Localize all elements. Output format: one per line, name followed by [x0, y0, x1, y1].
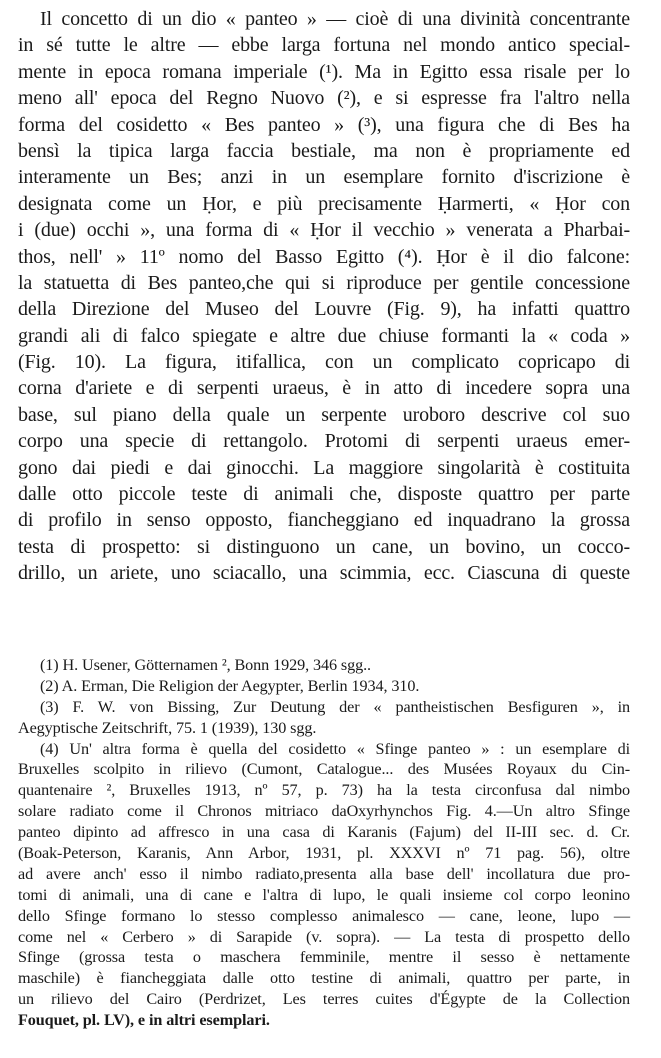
footnote-line: tomi di animali, una di cane e l'altra di lupo, le quali insieme col corpo leonino [18, 885, 630, 904]
footnote-line: (Boak-Peterson, Karanis, Ann Arbor, 1931, pl. XXXVI nº 71 pag. 56), oltre [18, 844, 630, 863]
footnote-line: Fouquet, pl. LV), e in altri esemplari. [18, 1011, 270, 1030]
body-line: base, sul piano della quale un serpente uroboro descrive col suo [18, 403, 630, 426]
footnotes [18, 655, 630, 1031]
body-line: di profilo in senso opposto, fiancheggiano ed inquadrano la grossa [18, 509, 630, 532]
body-line: corna d'ariete e di serpenti uraeus, è in atto di incedere sopra una [18, 377, 630, 400]
body-line: corpo una specie di rettangolo. Protomi di serpenti uraeus emer- [18, 430, 630, 453]
body-line: della Direzione del Museo del Louvre (Fig. 9), ha infatti quattro [18, 298, 630, 321]
footnote-line: maschile) è fiancheggiata dalle otto testine di animali, quattro per parte, in [18, 969, 630, 988]
body-line: bensì la tipica larga faccia bestiale, ma non è propriamente ed [18, 139, 630, 162]
footnote-line: Aegyptische Zeitschrift, 75. 1 (1939), 130 sgg. [18, 718, 317, 737]
footnote-line: solare radiato come il Chronos mitriaco daOxyrhynchos Fig. 4.—Un altro Sfinge [18, 802, 630, 821]
body-line: in sé tutte le altre — ebbe larga fortuna nel mondo antico special- [18, 34, 630, 57]
footnote-line: (1) H. Usener, Götternamen ², Bonn 1929, 346 sgg.. [40, 656, 371, 674]
body-line: (Fig. 10). La figura, itifallica, con un complicato copricapo di [18, 351, 630, 374]
footnote-line: (4) Un' altra forma è quella del cosidetto « Sfinge panteo » : un esemplare di [40, 739, 630, 758]
footnote-line: come nel « Cerbero » di Sarapide (v. sopra). — La testa di prospetto dello [18, 927, 630, 946]
footnote-3 [18, 697, 630, 739]
footnote-line: un rilievo del Cairo (Perdrizet, Les terres cuites d'Égypte de la Collection [18, 990, 630, 1009]
body-line: meno all' epoca del Regno Nuovo (²), e si espresse fra l'altro nella [18, 87, 630, 110]
body-line: Il concetto di un dio « panteo » — cioè di una divinità concentrante [40, 8, 630, 30]
body-line: testa di prospetto: si distinguono un cane, un bovino, un cocco- [18, 535, 630, 558]
body-line: dalle otto piccole teste di animali che, disposte quattro per parte [18, 483, 630, 506]
footnote-line: ad avere anch' esso il nimbo radiato,presenta alla base dell' incollatura due pro- [18, 864, 630, 883]
body-line: la statuetta di Bes panteo,che qui si riproduce per gentile concessione [18, 271, 630, 294]
body-line: designata come un Ḥor, e più precisamente Ḥarmerti, « Ḥor con [18, 192, 630, 215]
body-line: interamente un Bes; anzi in un esemplare fornito d'iscrizione è [18, 166, 630, 189]
footnote-line: (3) F. W. von Bissing, Zur Deutung der « pantheistischen Besfiguren », in [40, 697, 630, 716]
footnote-1 [18, 655, 630, 676]
footnote-line: panteo dipinto ad affresco in una casa di Karanis (Fajum) del II-III sec. d. Cr. [18, 823, 630, 842]
body-line: drillo, un ariete, uno sciacallo, una scimmia, ecc. Ciascuna di queste [18, 562, 630, 585]
footnote-2 [18, 676, 630, 697]
footnote-line: Sfinge (grossa testa o maschera femminile, mentre il sesso è nettamente [18, 948, 630, 967]
body-line: i (due) occhi », una forma di « Ḥor il vecchio » venerata a Pharbai- [18, 219, 630, 242]
footnote-line: dello Sfinge formano lo stesso complesso animalesco — cane, leone, lupo — [18, 906, 630, 925]
body-line: forma del cosidetto « Bes panteo » (³), una figura che di Bes ha [18, 113, 630, 136]
body-line: thos, nell' » 11º nomo del Basso Egitto (⁴). Ḥor è il dio falcone: [18, 245, 630, 268]
footnote-4 [18, 739, 630, 1031]
footnote-line: quantenaire ², Bruxelles 1913, nº 57, p. 73) ha la testa circonfusa dal nimbo [18, 781, 630, 800]
body-line: mente in epoca romana imperiale (¹). Ma in Egitto essa risale per lo [18, 60, 630, 83]
body-line: gono dai piedi e dai ginocchi. La maggiore singolarità è costituita [18, 456, 630, 479]
footnote-line: (2) A. Erman, Die Religion der Aegypter, Berlin 1934, 310. [40, 676, 420, 695]
body-line: grandi ali di falco spiegate e altre due chiuse formanti la « coda » [18, 324, 630, 347]
footnote-line: Bruxelles scolpito in rilievo (Cumont, Catalogue... des Musées Royaux du Cin- [18, 760, 630, 779]
main-text-body [18, 6, 630, 587]
